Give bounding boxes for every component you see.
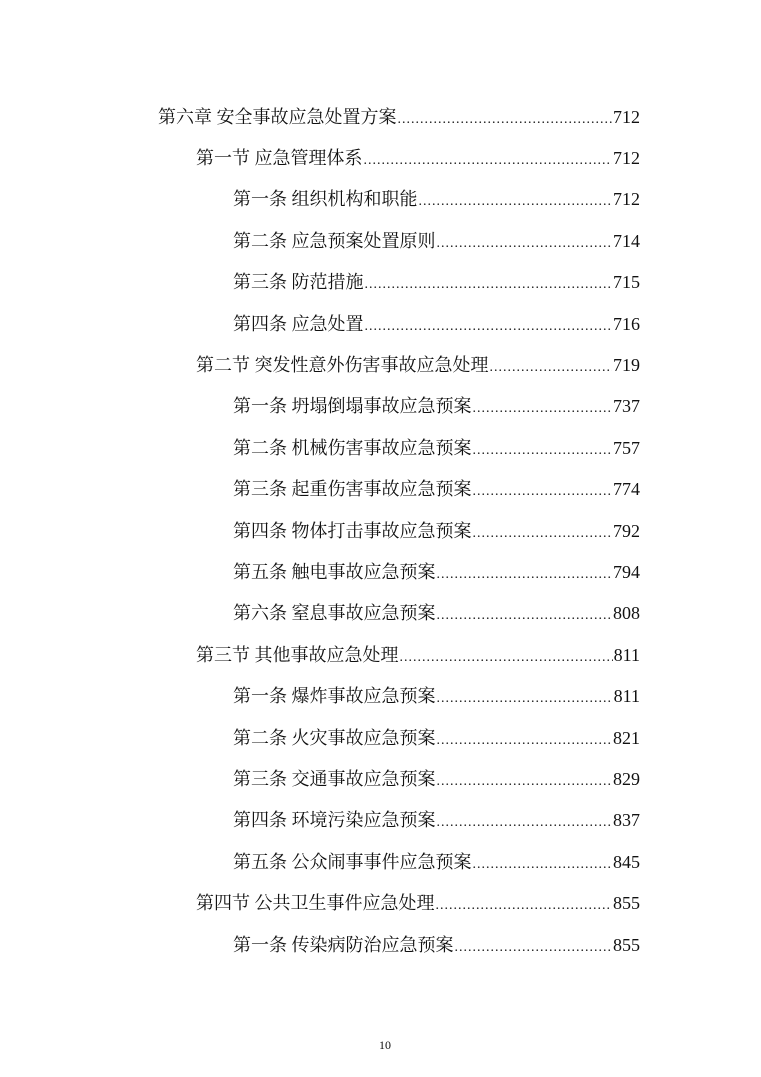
toc-entry-page: 829 bbox=[613, 768, 640, 789]
toc-entry-title: 第五条 公众闹事事件应急预案 bbox=[233, 851, 472, 872]
dot-leader bbox=[437, 602, 613, 630]
table-of-contents bbox=[0, 96, 761, 965]
toc-entry-page: 715 bbox=[613, 272, 640, 293]
toc-entry-page: 774 bbox=[613, 479, 640, 500]
dot-leader bbox=[437, 685, 613, 713]
toc-entry-title: 第一节 应急管理体系 bbox=[196, 148, 363, 169]
toc-entry-title: 第三条 起重伤害事故应急预案 bbox=[233, 479, 472, 500]
toc-entry[interactable] bbox=[233, 717, 640, 758]
toc-entry-page: 716 bbox=[613, 313, 640, 334]
dot-leader bbox=[455, 934, 613, 962]
toc-entry-title: 第四条 物体打击事故应急预案 bbox=[233, 520, 472, 541]
toc-entry[interactable] bbox=[233, 675, 640, 716]
toc-entry[interactable] bbox=[233, 510, 640, 551]
dot-leader bbox=[437, 809, 613, 837]
toc-entry-page: 719 bbox=[613, 355, 640, 376]
toc-entry-page: 837 bbox=[613, 810, 640, 831]
toc-entry-page: 808 bbox=[613, 603, 640, 624]
toc-entry[interactable] bbox=[196, 634, 640, 675]
toc-entry-page: 845 bbox=[613, 851, 640, 872]
toc-entry-page: 792 bbox=[613, 520, 640, 541]
dot-leader bbox=[473, 478, 613, 506]
dot-leader bbox=[365, 271, 613, 299]
dot-leader bbox=[490, 354, 613, 382]
toc-entry[interactable] bbox=[233, 758, 640, 799]
toc-entry-page: 811 bbox=[613, 686, 640, 707]
dot-leader bbox=[419, 188, 613, 216]
toc-entry[interactable] bbox=[196, 344, 640, 385]
toc-entry-page: 712 bbox=[613, 106, 640, 127]
toc-entry-title: 第五条 触电事故应急预案 bbox=[233, 561, 436, 582]
toc-entry[interactable] bbox=[233, 386, 640, 427]
toc-entry-page: 757 bbox=[613, 437, 640, 458]
toc-entry[interactable] bbox=[233, 303, 640, 344]
toc-entry-page: 737 bbox=[613, 396, 640, 417]
dot-leader bbox=[436, 892, 613, 920]
toc-entry-page: 855 bbox=[613, 934, 640, 955]
toc-entry-title: 第四条 应急处置 bbox=[233, 313, 364, 334]
toc-entry-page: 811 bbox=[613, 644, 640, 665]
toc-entry-title: 第二节 突发性意外伤害事故应急处理 bbox=[196, 355, 489, 376]
toc-entry[interactable] bbox=[233, 551, 640, 592]
dot-leader bbox=[400, 644, 613, 672]
toc-entry-title: 第三条 防范措施 bbox=[233, 272, 364, 293]
toc-entry[interactable] bbox=[233, 469, 640, 510]
toc-entry-title: 第一条 坍塌倒塌事故应急预案 bbox=[233, 396, 472, 417]
toc-entry-title: 第六章 安全事故应急处置方案 bbox=[158, 106, 397, 127]
dot-leader bbox=[437, 230, 613, 258]
toc-entry-title: 第四节 公共卫生事件应急处理 bbox=[196, 893, 435, 914]
dot-leader bbox=[437, 768, 613, 796]
toc-entry[interactable] bbox=[233, 427, 640, 468]
toc-entry[interactable] bbox=[233, 841, 640, 882]
toc-entry-page: 712 bbox=[613, 189, 640, 210]
page-number: 10 bbox=[379, 1038, 391, 1052]
toc-entry[interactable] bbox=[196, 882, 640, 923]
toc-entry-title: 第一条 传染病防治应急预案 bbox=[233, 934, 454, 955]
toc-entry[interactable] bbox=[233, 924, 640, 965]
toc-entry[interactable] bbox=[158, 96, 640, 137]
toc-entry-page: 794 bbox=[613, 561, 640, 582]
dot-leader bbox=[473, 520, 613, 548]
toc-entry-title: 第六条 窒息事故应急预案 bbox=[233, 603, 436, 624]
dot-leader bbox=[473, 395, 613, 423]
dot-leader bbox=[365, 313, 613, 341]
toc-entry[interactable] bbox=[233, 593, 640, 634]
toc-entry-title: 第三条 交通事故应急预案 bbox=[233, 768, 436, 789]
toc-entry-page: 712 bbox=[613, 148, 640, 169]
toc-entry-title: 第一条 爆炸事故应急预案 bbox=[233, 686, 436, 707]
toc-entry-page: 855 bbox=[613, 893, 640, 914]
toc-entry-title: 第二条 火灾事故应急预案 bbox=[233, 727, 436, 748]
toc-entry-page: 714 bbox=[613, 230, 640, 251]
toc-entry[interactable] bbox=[233, 220, 640, 261]
toc-entry[interactable] bbox=[233, 800, 640, 841]
toc-entry-title: 第二条 机械伤害事故应急预案 bbox=[233, 437, 472, 458]
toc-entry[interactable] bbox=[196, 137, 640, 178]
dot-leader bbox=[437, 561, 613, 589]
toc-entry-title: 第一条 组织机构和职能 bbox=[233, 189, 418, 210]
toc-entry-page: 821 bbox=[613, 727, 640, 748]
toc-entry[interactable] bbox=[233, 262, 640, 303]
dot-leader bbox=[398, 106, 613, 134]
toc-entry-title: 第二条 应急预案处置原则 bbox=[233, 230, 436, 251]
toc-entry[interactable] bbox=[233, 179, 640, 220]
toc-entry-title: 第三节 其他事故应急处理 bbox=[196, 644, 399, 665]
toc-entry-title: 第四条 环境污染应急预案 bbox=[233, 810, 436, 831]
dot-leader bbox=[473, 437, 613, 465]
dot-leader bbox=[437, 727, 613, 755]
dot-leader bbox=[473, 851, 613, 879]
dot-leader bbox=[364, 147, 613, 175]
